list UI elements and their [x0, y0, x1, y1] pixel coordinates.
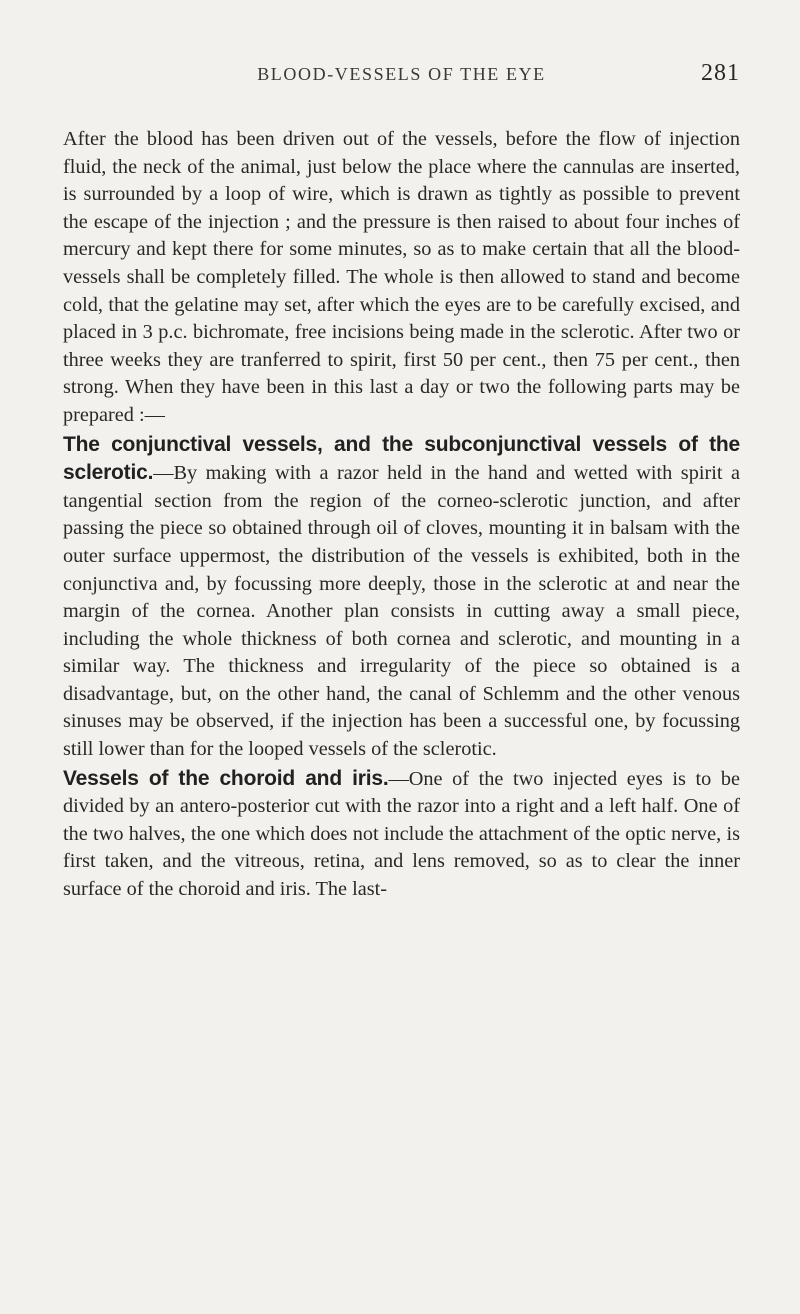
running-head	[63, 56, 740, 96]
page-number: 281	[701, 60, 740, 86]
em-dash: —	[153, 462, 174, 485]
body-text	[63, 126, 740, 904]
paragraph-conjunctival-vessels	[63, 431, 740, 764]
paragraph-text: After the blood has been driven out of the vessels, before the flow of injection fluid, the neck of the animal, just below the place where the cannulas are inserted, is surrounded by a loop of wire, which is drawn as tightly as possible to prevent the escape of the injection ; and the pressure is then raised to about four inches of mercury and kept there for some minutes, so as to make certain that all the blood-vessels shall be completely filled. The whole is then allowed to stand and become cold, that the gelatine may set, after which the eyes are to be carefully excised, and placed in 3 p.c. bichromate, free incisions being made in the sclerotic. After two or three weeks they are tranferred to spirit, first 50 per cent., then 75 per cent., then strong. When they have been in this last a day or two the following parts may be prepared :—	[63, 128, 740, 426]
em-dash: —	[388, 767, 409, 790]
paragraph-text: By making with a razor held in the hand and wetted with spirit a tangential section from the region of the corneo-sclerotic junction, and after passing the piece so obtained through oil of cloves, mounting it in balsam with the outer surface uppermost, the distribution of the vessels is exhibited, both in the conjunctiva and, by focussing more deeply, those in the sclerotic at and near the margin of the cornea. Another plan consists in cutting away a small piece, including the whole thickness of both cornea and sclerotic, and mounting in a similar way. The thickness and irregularity of the piece so obtained is a disadvantage, but, on the other hand, the canal of Schlemm and the other venous sinuses may be observed, if the injection has been a successful one, by focussing still lower than for the looped vessels of the sclerotic.	[63, 462, 740, 761]
section-heading-conjunctival: The conjunctival vessels, and the subconjunctival vessels of the sclerotic.	[63, 432, 740, 485]
paragraph-choroid-iris	[63, 765, 740, 904]
section-heading-choroid-iris: Vessels of the choroid and iris.	[63, 766, 389, 790]
paragraph-text: One of the two injected eyes is to be divided by an antero-posterior cut with the razor into a right and a left half. One of the two halves, the one which does not include the attachment of the optic nerve, is first taken, and the vitreous, retina, and lens removed, so as to clear the inner surface of the choroid and iris. The last-	[63, 767, 740, 901]
running-title: BLOOD-VESSELS OF THE EYE	[257, 64, 546, 84]
paragraph-intro	[63, 126, 740, 430]
